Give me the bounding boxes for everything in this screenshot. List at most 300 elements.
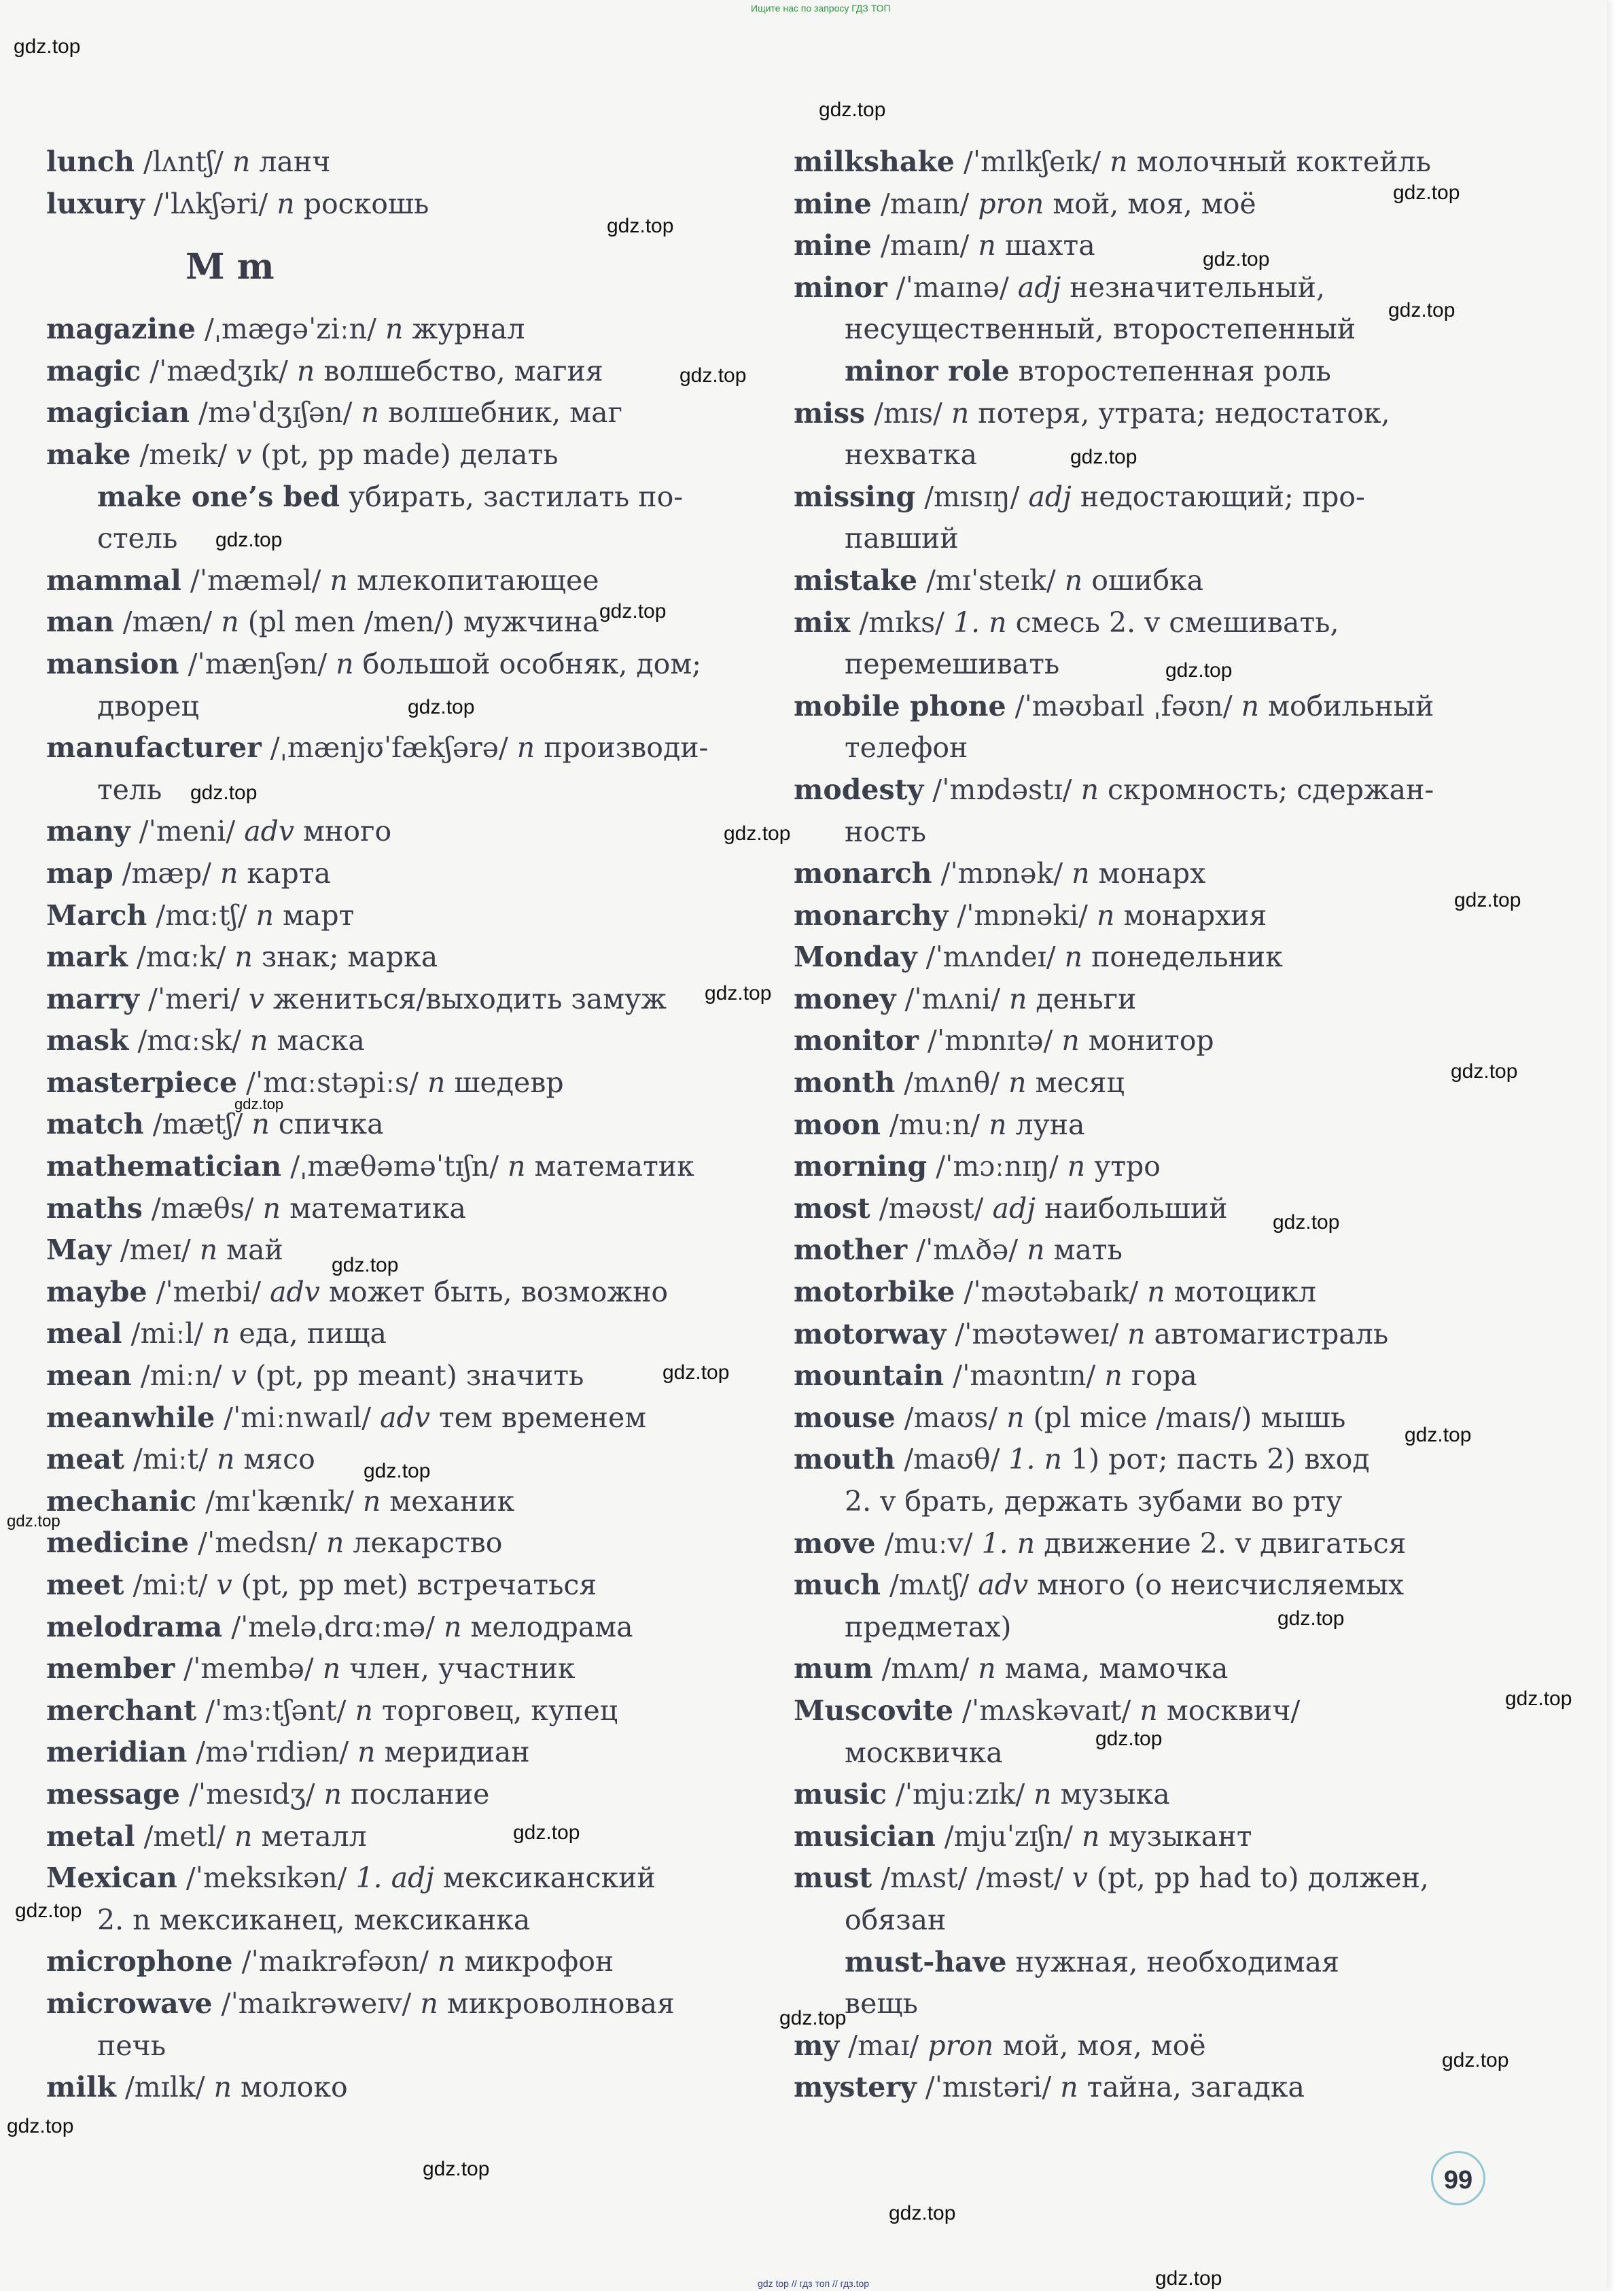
dictionary-entry — [794, 1355, 1555, 1397]
dictionary-entry — [794, 1648, 1555, 1690]
transcription: /ˈmeɪbi/ — [147, 1275, 270, 1308]
translation: обязан — [845, 1903, 947, 1936]
translation: мать — [1044, 1234, 1123, 1267]
part-of-speech: n — [978, 229, 996, 262]
part-of-speech: n — [1060, 2071, 1078, 2104]
translation: микроволновая — [438, 1987, 675, 2020]
translation: луна — [1006, 1108, 1085, 1141]
dictionary-entry — [46, 1648, 787, 1690]
transcription: /ˈmæməl/ — [181, 563, 330, 597]
watermark: gdz.top — [1405, 1424, 1472, 1446]
transcription: /mɑːk/ — [127, 941, 235, 974]
transcription: /ˈmembə/ — [175, 1652, 323, 1685]
dictionary-entry — [46, 1690, 787, 1732]
translation: меридиан — [375, 1736, 530, 1769]
dictionary-entry — [46, 601, 787, 644]
translation: май — [217, 1234, 283, 1267]
translation: монитор — [1079, 1024, 1214, 1057]
part-of-speech: 1. n — [1008, 1443, 1062, 1476]
transcription: /maʊθ/ — [895, 1443, 1009, 1476]
part-of-speech: n — [1104, 1359, 1123, 1393]
watermark: gdz.top — [599, 600, 667, 623]
headword: meridian — [46, 1736, 188, 1769]
translation: 2. v брать, держать зубами во рту — [845, 1485, 1343, 1518]
translation: микрофон — [455, 1945, 614, 1978]
headword: mix — [794, 606, 851, 639]
part-of-speech: n — [234, 1819, 253, 1853]
dictionary-entry — [794, 1146, 1555, 1188]
part-of-speech: adv — [244, 815, 295, 848]
translation: мексиканский — [434, 1861, 656, 1895]
translation: месяц — [1026, 1066, 1125, 1100]
part-of-speech: n — [362, 1484, 381, 1518]
entry-continuation — [794, 1481, 1555, 1523]
transcription: /mɑːtʃ/ — [147, 898, 256, 932]
transcription: /ˌmænjʊˈfækʃərə/ — [261, 731, 517, 765]
headword: manufacturer — [46, 731, 262, 765]
translation: мясо — [234, 1443, 315, 1476]
translation: роскошь — [294, 187, 429, 220]
part-of-speech: n — [212, 1317, 230, 1350]
dictionary-entry — [46, 1188, 787, 1230]
dictionary-entry — [46, 979, 787, 1021]
part-of-speech: n — [508, 1150, 526, 1183]
transcription: /miːn/ — [131, 1359, 231, 1393]
part-of-speech: n — [516, 731, 535, 765]
dictionary-entry — [46, 1816, 787, 1858]
dictionary-entry — [794, 1062, 1555, 1104]
headword: motorbike — [794, 1276, 955, 1309]
translation: гора — [1122, 1359, 1197, 1393]
headword: magic — [46, 354, 141, 387]
transcription: /ˈmaɪkrəweɪv/ — [212, 1987, 421, 2020]
part-of-speech: n — [355, 1694, 373, 1727]
headword: microwave — [46, 1987, 213, 2020]
translation: производи- — [535, 731, 709, 765]
transcription: /ˈməʊbaɪl ˌfəʊn/ — [1006, 689, 1241, 722]
translation: много — [294, 815, 392, 848]
headword: monitor — [794, 1024, 919, 1057]
part-of-speech: n — [437, 1945, 456, 1978]
entry-continuation — [794, 811, 1555, 854]
part-of-speech: v — [248, 982, 264, 1015]
dictionary-entry — [794, 476, 1555, 519]
headword: masterpiece — [46, 1066, 238, 1099]
translation: павший — [845, 522, 959, 555]
transcription: /mjuˈzɪʃn/ — [935, 1819, 1082, 1853]
bottom-banner: gdz top // гдз топ // гдз.top — [758, 2278, 870, 2289]
translation: скромность; сдержан- — [1098, 773, 1434, 806]
headword: morning — [794, 1150, 928, 1183]
translation: тайна, загадка — [1078, 2071, 1305, 2104]
headword: motorway — [794, 1317, 947, 1350]
translation: маска — [268, 1024, 365, 1057]
transcription: /miːt/ — [124, 1569, 217, 1601]
part-of-speech: n — [330, 563, 348, 597]
headword: missing — [794, 480, 916, 513]
part-of-speech: n — [1067, 1150, 1086, 1183]
translation: (pt, pp met) встречаться — [232, 1569, 597, 1601]
headword: many — [46, 815, 130, 848]
dictionary-entry — [46, 937, 787, 979]
watermark: gdz.top — [190, 782, 258, 804]
headword: lunch — [46, 145, 135, 178]
headword: maths — [46, 1191, 143, 1225]
transcription: /miːt/ — [124, 1443, 217, 1476]
watermark: gdz.top — [819, 99, 886, 121]
translation: жениться/выходить замуж — [264, 982, 667, 1015]
transcription: /məˈrɪdiən/ — [187, 1736, 358, 1769]
entry-continuation — [46, 769, 787, 811]
watermark: gdz.top — [1070, 446, 1137, 468]
headword: magazine — [46, 313, 196, 346]
translation: волшебство, магия — [315, 354, 603, 387]
part-of-speech: v — [236, 438, 252, 471]
headword: medicine — [46, 1526, 190, 1560]
translation: ность — [845, 815, 926, 848]
transcription: /mæp/ — [113, 856, 220, 890]
translation: музыка — [1051, 1778, 1170, 1811]
transcription: /mɪˈsteɪk/ — [917, 563, 1065, 597]
translation: март — [273, 898, 355, 932]
headword: milk — [46, 2071, 116, 2104]
headword: mathematician — [46, 1150, 282, 1183]
dictionary-entry — [794, 602, 1555, 644]
transcription: /ˌmæɡəˈziːn/ — [195, 313, 386, 346]
translation: карта — [238, 856, 331, 890]
transcription: /mʌtʃ/ — [880, 1569, 978, 1602]
dictionary-entry — [46, 1732, 787, 1774]
dictionary-entry — [794, 686, 1555, 728]
translation: незначительный, — [1061, 270, 1326, 304]
watermark: gdz.top — [1454, 889, 1521, 911]
watermark: gdz.top — [663, 1361, 730, 1384]
watermark: gdz.top — [7, 2115, 74, 2137]
transcription: /ˈmaɪkrəfəʊn/ — [232, 1945, 438, 1978]
headword: monarch — [794, 857, 932, 890]
headword: move — [794, 1526, 876, 1560]
part-of-speech: n — [1064, 941, 1083, 974]
dictionary-entry — [794, 560, 1555, 602]
dictionary-entry — [46, 560, 787, 602]
part-of-speech: n — [1008, 982, 1027, 1015]
dictionary-entry — [46, 392, 787, 434]
page-number: 99 — [1431, 2151, 1485, 2205]
entry-continuation — [794, 1900, 1555, 1942]
dictionary-entry — [46, 1564, 787, 1607]
transcription: /mɪks/ — [850, 606, 953, 639]
transcription: /mɪˈkænɪk/ — [196, 1484, 363, 1518]
headword: must-have — [845, 1945, 1007, 1978]
translation: убирать, застилать по- — [340, 480, 684, 513]
part-of-speech: v — [1072, 1861, 1088, 1895]
dictionary-entry — [794, 895, 1555, 937]
transcription: /metl/ — [135, 1819, 234, 1853]
translation: торговец, купец — [372, 1694, 618, 1727]
part-of-speech: n — [1080, 773, 1099, 806]
transcription: /ˈmʌni/ — [896, 982, 1009, 1015]
transcription: /ˈmɒnɪtə/ — [919, 1024, 1062, 1057]
headword: much — [794, 1569, 881, 1602]
headword: mark — [46, 941, 128, 974]
transcription: /ˈmɒdəstɪ/ — [923, 773, 1081, 806]
dictionary-entry — [794, 393, 1555, 435]
translation: москвич/ — [1157, 1694, 1301, 1727]
translation: механик — [381, 1484, 515, 1518]
watermark: gdz.top — [679, 364, 747, 387]
transcription: /ˈmeri/ — [139, 982, 249, 1015]
left-column — [46, 141, 787, 2109]
headword: Muscovite — [794, 1694, 954, 1727]
part-of-speech: n — [216, 1443, 235, 1476]
watermark: gdz.top — [7, 1512, 60, 1531]
part-of-speech: n — [251, 1108, 270, 1141]
translation: член, участник — [340, 1652, 576, 1685]
headword: merchant — [46, 1694, 197, 1727]
dictionary-entry — [794, 769, 1555, 811]
dictionary-entry — [794, 1564, 1555, 1607]
headword: music — [794, 1778, 887, 1811]
transcription: /ˈmeləˌdrɑːmə/ — [222, 1610, 444, 1643]
part-of-speech: 1. adj — [355, 1861, 435, 1895]
headword: modesty — [794, 773, 924, 806]
headword: meal — [46, 1317, 122, 1350]
transcription: /maɪn/ — [871, 229, 978, 262]
entry-continuation — [46, 2025, 787, 2067]
section-letter: M m — [186, 246, 275, 288]
translation: нехватка — [845, 438, 977, 472]
dictionary-entry — [46, 811, 787, 853]
dictionary-entry — [46, 183, 787, 226]
watermark: gdz.top — [1203, 248, 1270, 270]
watermark: gdz.top — [1388, 299, 1455, 321]
headword: marry — [46, 982, 139, 1015]
transcription: /mʌm/ — [872, 1652, 978, 1685]
transcription: /mætʃ/ — [143, 1108, 252, 1141]
headword: May — [46, 1234, 111, 1267]
translation: мама, мамочка — [995, 1652, 1229, 1685]
dictionary-entry — [794, 1104, 1555, 1147]
translation: (pl men /men/) мужчина — [239, 606, 599, 639]
translation: мой, моя, моё — [993, 2029, 1206, 2062]
headword: mobile phone — [794, 689, 1006, 722]
translation: может быть, возможно — [319, 1275, 669, 1308]
part-of-speech: n — [1110, 145, 1128, 178]
transcription: /ˈmænʃən/ — [179, 647, 336, 680]
dictionary-entry — [46, 1104, 787, 1146]
headword: mansion — [46, 647, 179, 680]
transcription: /meɪk/ — [130, 438, 236, 471]
dictionary-entry — [794, 937, 1555, 979]
part-of-speech: n — [1127, 1317, 1146, 1350]
watermark: gdz.top — [1393, 181, 1460, 204]
translation: тель — [97, 773, 162, 806]
headword: magician — [46, 396, 190, 430]
part-of-speech: adj — [992, 1191, 1036, 1225]
phrase-entry — [794, 1942, 1555, 1984]
part-of-speech: n — [336, 647, 354, 680]
headword: mountain — [794, 1359, 945, 1393]
translation: понедельник — [1082, 941, 1283, 974]
transcription: /ˈmɒnək/ — [932, 857, 1072, 890]
dictionary-entry — [46, 727, 787, 769]
translation: много (о неисчисляемых — [1028, 1569, 1405, 1602]
watermark: gdz.top — [889, 2202, 956, 2224]
part-of-speech: n — [262, 1191, 281, 1225]
translation: металл — [252, 1819, 367, 1853]
dictionary-entry — [794, 853, 1555, 895]
transcription: /ˈmesɪdʒ/ — [179, 1777, 324, 1811]
watermark: gdz.top — [14, 35, 81, 58]
transcription: /ˈmɪstəri/ — [916, 2071, 1061, 2104]
translation: мотоцикл — [1165, 1276, 1317, 1309]
dictionary-entry — [794, 1314, 1555, 1356]
transcription: /mɑːsk/ — [128, 1024, 250, 1057]
headword: most — [794, 1191, 870, 1225]
headword: mistake — [794, 563, 918, 597]
translation: предметах) — [845, 1610, 1012, 1643]
entry-continuation — [794, 727, 1555, 769]
dictionary-entry — [46, 1481, 787, 1523]
translation: печь — [97, 2029, 166, 2062]
translation: знак; марка — [252, 941, 438, 974]
headword: minor — [794, 270, 887, 304]
part-of-speech: n — [978, 1652, 996, 1685]
part-of-speech: 1. n — [953, 606, 1007, 639]
part-of-speech: n — [1061, 1024, 1080, 1057]
part-of-speech: n — [219, 856, 239, 890]
headword: monarchy — [794, 898, 949, 932]
watermark: gdz.top — [779, 2007, 847, 2029]
transcription: /ˈmædʒɪk/ — [141, 354, 297, 387]
watermark: gdz.top — [332, 1254, 399, 1276]
dictionary-entry — [46, 1020, 787, 1062]
headword: meanwhile — [46, 1401, 215, 1434]
translation: монархия — [1114, 898, 1267, 932]
transcription: /ˈmʌðə/ — [907, 1234, 1027, 1267]
dictionary-entry — [46, 1062, 787, 1104]
dictionary-entry — [46, 141, 787, 183]
part-of-speech: v — [216, 1569, 232, 1601]
transcription: /ˈmɑːstəpiːs/ — [237, 1066, 427, 1099]
part-of-speech: n — [1064, 563, 1083, 597]
translation: музыкант — [1099, 1819, 1252, 1853]
watermark: gdz.top — [1095, 1728, 1163, 1750]
dictionary-entry — [46, 1229, 787, 1272]
headword: man — [46, 606, 114, 639]
translation: вещь — [845, 1987, 918, 2021]
part-of-speech: adv — [380, 1401, 430, 1434]
translation: потеря, утрата; недостаток, — [969, 396, 1390, 430]
translation: стель — [97, 522, 178, 555]
headword: mean — [46, 1359, 132, 1393]
headword: money — [794, 982, 896, 1015]
translation: (pt, pp had to) должен, — [1087, 1861, 1429, 1895]
headword: March — [46, 898, 147, 932]
part-of-speech: n — [385, 313, 404, 346]
part-of-speech: n — [420, 1987, 438, 2020]
transcription: /mæθs/ — [142, 1191, 263, 1225]
headword: miss — [794, 396, 866, 430]
part-of-speech: n — [1081, 1819, 1100, 1853]
transcription: /ˌmæθəməˈtɪʃn/ — [281, 1150, 508, 1183]
part-of-speech: n — [361, 396, 379, 430]
transcription: /ˈmaɪnə/ — [887, 270, 1018, 304]
watermark: gdz.top — [705, 982, 772, 1004]
transcription: /ˈməʊtəbaɪk/ — [955, 1276, 1148, 1309]
part-of-speech: n — [989, 1108, 1007, 1141]
transcription: /ˈmiːnwaɪl/ — [215, 1401, 381, 1434]
headword: moon — [794, 1108, 881, 1141]
transcription: /mæn/ — [113, 606, 222, 639]
part-of-speech: pron — [978, 187, 1044, 220]
dictionary-entry — [46, 1983, 787, 2025]
part-of-speech: n — [232, 145, 251, 178]
headword: mother — [794, 1234, 908, 1267]
headword: metal — [46, 1819, 135, 1853]
part-of-speech: adv — [270, 1275, 320, 1308]
headword: Mexican — [46, 1861, 177, 1895]
translation: молочный коктейль — [1127, 145, 1431, 178]
headword: mask — [46, 1024, 129, 1057]
watermark: gdz.top — [215, 529, 283, 551]
dictionary-entry — [794, 2067, 1555, 2109]
dictionary-entry — [794, 1272, 1555, 1314]
headword: luxury — [46, 187, 145, 220]
translation: послание — [342, 1777, 490, 1811]
headword: message — [46, 1777, 180, 1811]
translation: несущественный, второстепенный — [845, 313, 1356, 346]
transcription: /mɪsɪŋ/ — [915, 480, 1029, 513]
translation: шедевр — [445, 1066, 564, 1099]
part-of-speech: n — [1241, 689, 1260, 722]
headword: mouth — [794, 1443, 896, 1476]
transcription: /ˈmjuːzɪk/ — [886, 1778, 1034, 1811]
transcription: /mʌnθ/ — [895, 1066, 1009, 1100]
translation: дворец — [97, 689, 199, 722]
part-of-speech: adv — [978, 1569, 1029, 1602]
transcription: /mɪs/ — [865, 396, 951, 430]
transcription: /mɪlk/ — [116, 2071, 214, 2104]
watermark: gdz.top — [408, 696, 475, 718]
part-of-speech: n — [213, 2071, 232, 2104]
phrase-entry — [46, 476, 787, 519]
transcription: /muːv/ — [875, 1526, 982, 1560]
headword: microphone — [46, 1945, 233, 1978]
translation: ошибка — [1082, 563, 1204, 597]
part-of-speech: n — [1034, 1778, 1052, 1811]
headword: mouse — [794, 1401, 896, 1434]
watermark: gdz.top — [1165, 659, 1233, 682]
dictionary-entry — [46, 1272, 787, 1314]
dictionary-entry — [794, 141, 1555, 183]
transcription: /ˈlʌkʃəri/ — [145, 187, 277, 220]
translation: математик — [525, 1150, 694, 1183]
transcription: /məʊst/ — [870, 1191, 993, 1225]
dictionary-entry — [46, 309, 787, 351]
translation: (pt, pp made) делать — [251, 438, 559, 471]
transcription: /maɪ/ — [839, 2029, 928, 2062]
top-banner: Ищите нас по запросу ГДЗ ТОП — [751, 3, 891, 14]
headword: meet — [46, 1569, 124, 1601]
dictionary-entry — [794, 979, 1555, 1021]
part-of-speech: n — [1072, 857, 1090, 890]
headword: my — [794, 2029, 840, 2062]
dictionary-entry — [46, 644, 787, 686]
part-of-speech: n — [951, 396, 970, 430]
translation: перемешивать — [845, 648, 1060, 681]
watermark: gdz.top — [234, 1096, 284, 1113]
